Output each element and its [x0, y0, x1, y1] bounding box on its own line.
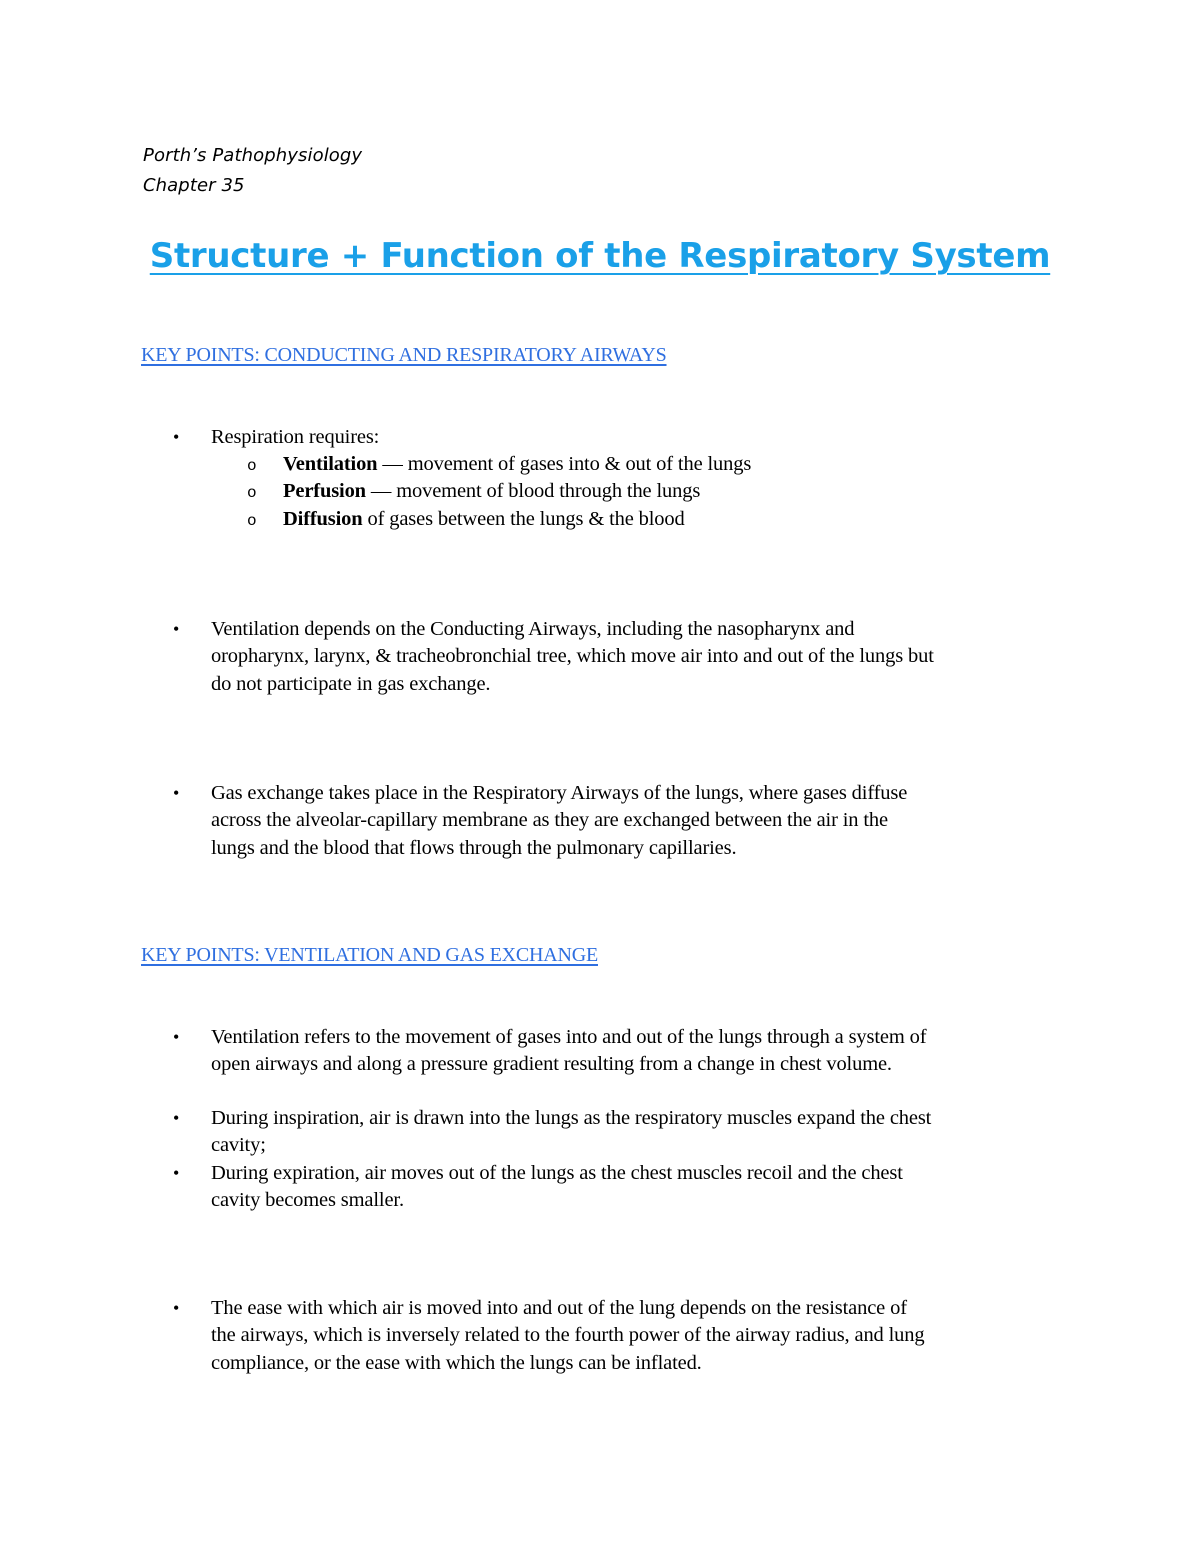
sub-bullet-marker: o: [247, 457, 257, 475]
bullet-conducting-airways: [211, 616, 1081, 698]
paragraph-line: oropharynx, larynx, & tracheobronchial tree, which move air into and out of the lungs but: [211, 645, 934, 668]
paragraph-line: lungs and the blood that flows through the pulmonary capillaries.: [211, 836, 737, 859]
bullet-marker: •: [173, 427, 180, 447]
paragraph-line: Ventilation depends on the Conducting Airways, including the nasopharynx and: [211, 618, 855, 640]
paragraph-line: open airways and along a pressure gradient resulting from a change in chest volume.: [211, 1053, 892, 1076]
book-title: Porth’s Pathophysiology: [143, 145, 363, 166]
chapter-label: Chapter 35: [143, 175, 245, 196]
bullet-marker: •: [173, 1108, 180, 1128]
paragraph-line: Ventilation refers to the movement of gases into and out of the lungs through a system of: [211, 1026, 927, 1048]
term-diffusion: Diffusion: [283, 508, 363, 530]
bullet-expiration: [211, 1160, 1081, 1215]
paragraph-line: compliance, or the ease with which the lungs can be inflated.: [211, 1351, 702, 1374]
sub-bullet-marker: o: [247, 484, 257, 502]
bullet-marker: •: [173, 619, 180, 639]
paragraph-line: do not participate in gas exchange.: [211, 672, 491, 695]
section-heading-ventilation: KEY POINTS: VENTILATION AND GAS EXCHANGE: [141, 944, 598, 966]
paragraph-line: cavity becomes smaller.: [211, 1189, 404, 1212]
sub-bullet-ventilation: [283, 451, 1083, 478]
paragraph-line: cavity;: [211, 1134, 266, 1157]
paragraph-line: across the alveolar-capillary membrane as they are exchanged between the air in the: [211, 809, 888, 832]
definition-perfusion: — movement of blood through the lungs: [365, 480, 701, 502]
bullet-inspiration: [211, 1105, 1081, 1160]
term-perfusion: Perfusion: [283, 480, 366, 502]
paragraph-line: During inspiration, air is drawn into the lungs as the respiratory muscles expand the chest: [211, 1107, 932, 1129]
sub-bullet-marker: o: [247, 512, 257, 530]
document-title: Structure + Function of the Respiratory System: [149, 236, 1051, 276]
sub-bullet-diffusion: [283, 506, 1083, 533]
term-ventilation: Ventilation: [283, 453, 378, 475]
bullet-marker: •: [173, 1298, 180, 1318]
definition-diffusion: of gases between the lungs & the blood: [362, 508, 685, 530]
paragraph-line: During expiration, air moves out of the lungs as the chest muscles recoil and the chest: [211, 1162, 903, 1184]
bullet-marker: •: [173, 1027, 180, 1047]
bullet-gas-exchange: [211, 780, 1081, 862]
bullet-airway-resistance: [211, 1295, 1081, 1377]
bullet-marker: •: [173, 783, 180, 803]
bullet-ventilation-definition: [211, 1024, 1081, 1079]
paragraph-line: Gas exchange takes place in the Respiratory Airways of the lungs, where gases diffuse: [211, 782, 908, 804]
sub-bullet-perfusion: [283, 478, 1083, 505]
paragraph-line: The ease with which air is moved into and out of the lung depends on the resistance of: [211, 1297, 907, 1319]
section-heading-airways: KEY POINTS: CONDUCTING AND RESPIRATORY AIRWAYS: [141, 344, 667, 366]
bullet-respiration-requires: Respiration requires:: [211, 426, 380, 448]
definition-ventilation: — movement of gases into & out of the lungs: [377, 453, 752, 475]
bullet-marker: •: [173, 1163, 180, 1183]
paragraph-line: the airways, which is inversely related to the fourth power of the airway radius, and lung: [211, 1324, 925, 1347]
